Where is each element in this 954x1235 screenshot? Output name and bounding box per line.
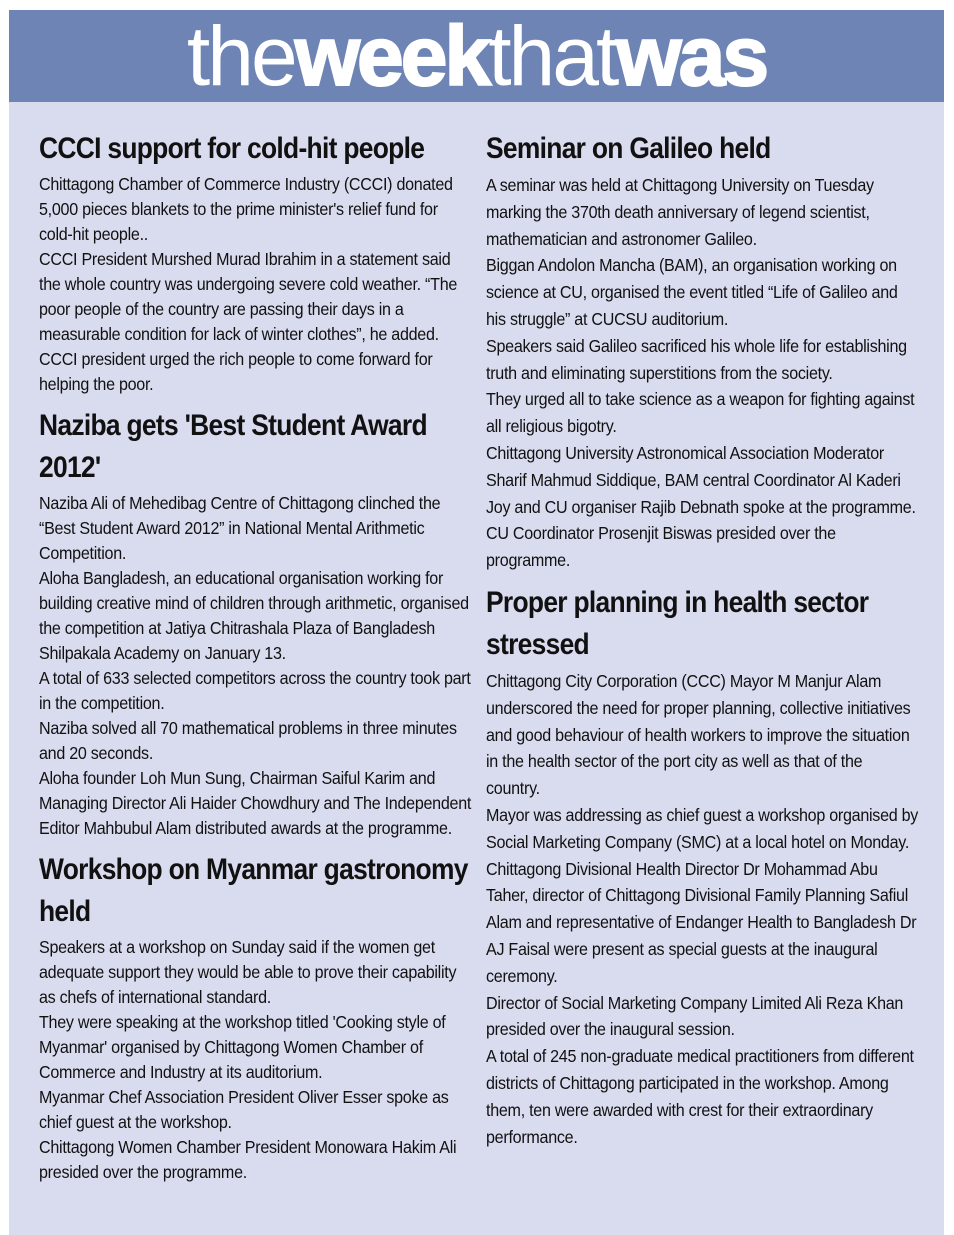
article-galileo-seminar (486, 128, 916, 574)
article-paragraph: Chittagong University Astronomical Association Moderator Sharif Mahmud Siddique, BAM central Coordinator Al Kaderi Joy and CU organiser Rajib Debnath spoke at the programme. (486, 442, 916, 517)
article-paragraph: Speakers said Galileo sacrificed his whole life for establishing truth and eliminating superstitions from the society. (486, 335, 907, 383)
article-ccci-cold (39, 128, 469, 397)
article-paragraph: Naziba solved all 70 mathematical problems in three minutes and 20 seconds. (39, 718, 457, 763)
article-paragraph: They were speaking at the workshop titled 'Cooking style of Myanmar' organised by Chittagong Women Chamber of Commerce and Industry at its auditorium. (39, 1012, 446, 1082)
article-headline: Seminar on Galileo held (486, 132, 771, 165)
article-paragraph: CCCI president urged the rich people to come forward for helping the poor. (39, 349, 433, 394)
newspaper-page (9, 10, 944, 1235)
article-paragraph: Naziba Ali of Mehedibag Centre of Chittagong clinched the “Best Student Award 2012” in National Mental Arithmetic Competition. (39, 493, 441, 563)
article-paragraph: Chittagong Women Chamber President Monowara Hakim Ali presided over the programme. (39, 1137, 457, 1182)
article-paragraph: A total of 633 selected competitors across the country took part in the competition. (39, 668, 471, 713)
article-myanmar-gastronomy (39, 849, 469, 1185)
article-paragraph: Chittagong City Corporation (CCC) Mayor M Manjur Alam underscored the need for proper planning, collective initiatives and good behaviour of health workers to improve the situation in the health sector of the port city as well as that of the country. (486, 670, 911, 799)
article-paragraph: Biggan Andolon Mancha (BAM), an organisation working on science at CU, organised the event titled “Life of Galileo and his struggle” at CUCSU auditorium. (486, 255, 898, 329)
article-paragraph: Mayor was addressing as chief guest a workshop organised by Social Marketing Company (SMC) at a local hotel on Monday. (486, 804, 919, 852)
article-paragraph: CCCI President Murshed Murad Ibrahim in a statement said the whole country was undergoing severe cold weather. “The poor people of the country are passing their days in a measurable condition for lack of winter clothes”, he added. (39, 249, 458, 344)
article-headline: Naziba gets 'Best Student Award 2012' (39, 409, 427, 484)
article-paragraph: CU Coordinator Prosenjit Biswas presided over the programme. (486, 523, 836, 571)
article-headline: CCCI support for cold-hit people (39, 132, 425, 165)
right-column (486, 128, 919, 1158)
article-health-planning (486, 582, 919, 1150)
banner-word-that: that (488, 10, 617, 102)
article-headline: Proper planning in health sector stressed (486, 585, 869, 661)
left-column (39, 128, 472, 1193)
article-paragraph: A total of 245 non-graduate medical practitioners from different districts of Chittagong participated in the workshop. Among them, ten were awarded with crest for their extraordinary performance. (486, 1046, 914, 1147)
article-paragraph: Speakers at a workshop on Sunday said if the women get adequate support they would be able to prove their capability as chefs of international standard. (39, 937, 457, 1007)
banner-word-week: week (294, 10, 489, 102)
article-paragraph: Myanmar Chef Association President Oliver Esser spoke as chief guest at the workshop. (39, 1087, 449, 1132)
article-naziba-award (39, 405, 472, 841)
article-paragraph: Aloha founder Loh Mun Sung, Chairman Saiful Karim and Managing Director Ali Haider Chowdhury and The Independent Editor Mahbubul Alam distributed awards at the programme. (39, 768, 472, 838)
section-banner (9, 10, 944, 102)
article-paragraph: Director of Social Marketing Company Limited Ali Reza Khan presided over the inaugural session. (486, 992, 904, 1040)
article-paragraph: They urged all to take science as a weapon for fighting against all religious bigotry. (486, 389, 915, 437)
banner-word-the: the (186, 10, 295, 102)
banner-word-was: was (616, 10, 767, 102)
article-paragraph: A seminar was held at Chittagong University on Tuesday marking the 370th death anniversary of legend scientist, mathematician and astronomer Galileo. (486, 175, 874, 249)
article-paragraph: Chittagong Chamber of Commerce Industry (CCCI) donated 5,000 pieces blankets to the prime minister's relief fund for cold-hit people.. (39, 174, 453, 244)
article-paragraph: Aloha Bangladesh, an educational organisation working for building creative mind of children through arithmetic, organised the competition at Jatiya Chitrashala Plaza of Bangladesh Shilpakala Academy on January 13. (39, 568, 469, 663)
article-headline: Workshop on Myanmar gastronomy held (39, 853, 468, 928)
article-paragraph: Chittagong Divisional Health Director Dr Mohammad Abu Taher, director of Chittagong Divisional Family Planning Safiul Alam and representative of Endanger Health to Bangladesh Dr AJ Faisal were present as special guests at the inaugural ceremony. (486, 858, 917, 986)
